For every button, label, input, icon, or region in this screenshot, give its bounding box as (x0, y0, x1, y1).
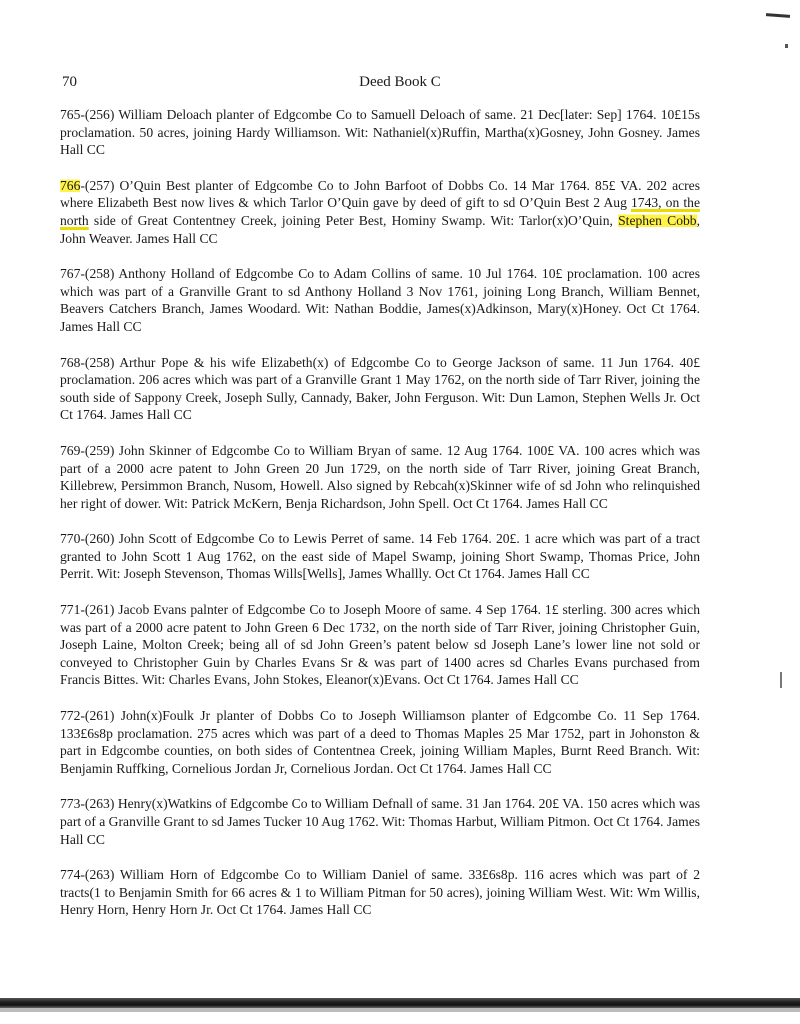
deed-entry-767: 767-(258) Anthony Holland of Edgcombe Co to Adam Collins of same. 10 Jul 1764. 10£ proclamation. 100 acres which was part of a Granville Grant to sd Anthony Holland 3 Nov 1761, joining Long Branch, William Bennet, Beavers Catchers Branch, James Woodard. Wit: Nathan Boddie, James(x)Adkinson, Mary(x)Honey. Oct Ct 1764. James Hall CC (60, 266, 700, 334)
scan-edge-shadow (0, 1008, 800, 1012)
scan-artifact-margin-mark (780, 672, 782, 688)
book-title: Deed Book C (359, 74, 441, 90)
page-number: 70 (62, 74, 77, 90)
scan-artifact-mark (766, 13, 790, 18)
highlighted-name: Stephen Cobb (618, 212, 697, 228)
entry-text-part: , John Weaver. James Hall CC (60, 212, 700, 246)
deed-entry-770: 770-(260) John Scott of Edgcombe Co to Lewis Perret of same. 14 Feb 1764. 20£. 1 acre which was part of a tract granted to John Scott 1 Aug 1762, on the east side of Mapel Swamp, joining Short Swamp, Thomas Price, John Perrit. Wit: Joseph Stevenson, Thomas Wills[Wells], James Whallly. Oct Ct 1764. James Hall CC (60, 531, 700, 582)
deed-entry-773: 773-(263) Henry(x)Watkins of Edgcombe Co to William Defnall of same. 31 Jan 1764. 20£ VA. 150 acres which was part of a Granville Grant to sd James Tucker 10 Aug 1762. Wit: Thomas Harbut, William Pitmon. Oct Ct 1764. James Hall CC (60, 796, 701, 847)
deed-entry-769: 769-(259) John Skinner of Edgcombe Co to William Bryan of same. 12 Aug 1764. 100£ VA. 100 acres which was part of a 2000 acre patent to John Green 20 Jun 1729, on the north side of Tarr River, joining Great Branch, Killebrew, Persimmon Branch, Nusom, Howell. Also signed by Rebcah(x)Skinner wife of sd John who relinquished her right of dower. Wit: Patrick McKern, Benja Richardson, John Spell. Oct Ct 1764. James Hall CC (60, 442, 700, 511)
deed-entry-771: 771-(261) Jacob Evans palnter of Edgcombe Co to Joseph Moore of same. 4 Sep 1764. 1£ sterling. 300 acres which was part of a 2000 acre patent to John Green 6 Dec 1732, on the north side of Tarr River, joining Christopher Guin, Joseph Laine, Molton Creek; being all of sd John Green’s patent below sd Joseph Lane’s lower line not sold or conveyed to Christopher Guin by Charles Evans Sr & was part of 1400 acres sd Charles Evans purchased from Francis Bittes. Wit: Charles Evans, John Stokes, Eleanor(x)Evans. Oct Ct 1764. James Hall CC (60, 602, 700, 688)
deed-entry-765: 765-(256) William Deloach planter of Edgcombe Co to Samuell Deloach of same. 21 Dec[later: Sep] 1764. 10£15s proclamation. 50 acres, joining Hardy Williamson. Wit: Nathaniel(x)Ruffin, Martha(x)Gosney, John Gosney. James Hall CC (60, 107, 700, 158)
underlined-text: 1743, on the north (60, 195, 700, 228)
deed-entries (60, 106, 700, 937)
deed-entry-774: 774-(263) William Horn of Edgcombe Co to William Daniel of same. 33£6s8p. 116 acres which was part of 2 tracts(1 to Benjamin Smith for 66 acres & 1 to William Pitman for 50 acres), joining William West. Wit: Wm Willis, Henry Horn, Henry Horn Jr. Oct Ct 1764. James Hall CC (60, 867, 700, 918)
deed-entry-766 (60, 177, 700, 247)
deed-entry-768: 768-(258) Arthur Pope & his wife Elizabeth(x) of Edgcombe Co to George Jackson of same. 11 Jun 1764. 40£ proclamation. 206 acres which was part of a Granville Grant 1 May 1762, on the north side of Tarr River, joining the south side of Sappony Creek, Joseph Sully, Cannady, Baker, John Ferguson. Wit: Dun Lamon, Stephen Wells Jr. Oct Ct 1764. James Hall CC (60, 354, 700, 423)
deed-entry-772: 772-(261) John(x)Foulk Jr planter of Dobbs Co to Joseph Williamson planter of Edgcombe Co. 11 Sep 1764. 133£6s8p proclamation. 275 acres which was part of a deed to Thomas Maples 25 Mar 1752, part in Johonston & part in Edgcombe counties, on both sides of Contentnea Creek, joining William Maples, Burnt Reed Branch. Wit: Benjamin Ruffking, Cornelious Jordan Jr, Cornelious Jordan. Oct Ct 1764. James Hall CC (60, 708, 700, 776)
scan-edge-bar (0, 998, 800, 1008)
highlighted-entry-number: 766 (60, 177, 81, 193)
entry-text-part: side of Great Contentney Creek, joining Peter Best, Hominy Swamp. Wit: Tarlor(x)O’Quin, (88, 212, 619, 228)
entry-text-part: -(257) O’Quin Best planter of Edgcombe Co to John Barfoot of Dobbs Co. 14 Mar 1764. 85£ VA. 202 acres where Elizabeth Best now lives & which Tarlor O’Quin gave by deed of gift to sd O’Quin Best 2 Aug (60, 177, 700, 211)
scan-artifact-dot (785, 44, 788, 48)
